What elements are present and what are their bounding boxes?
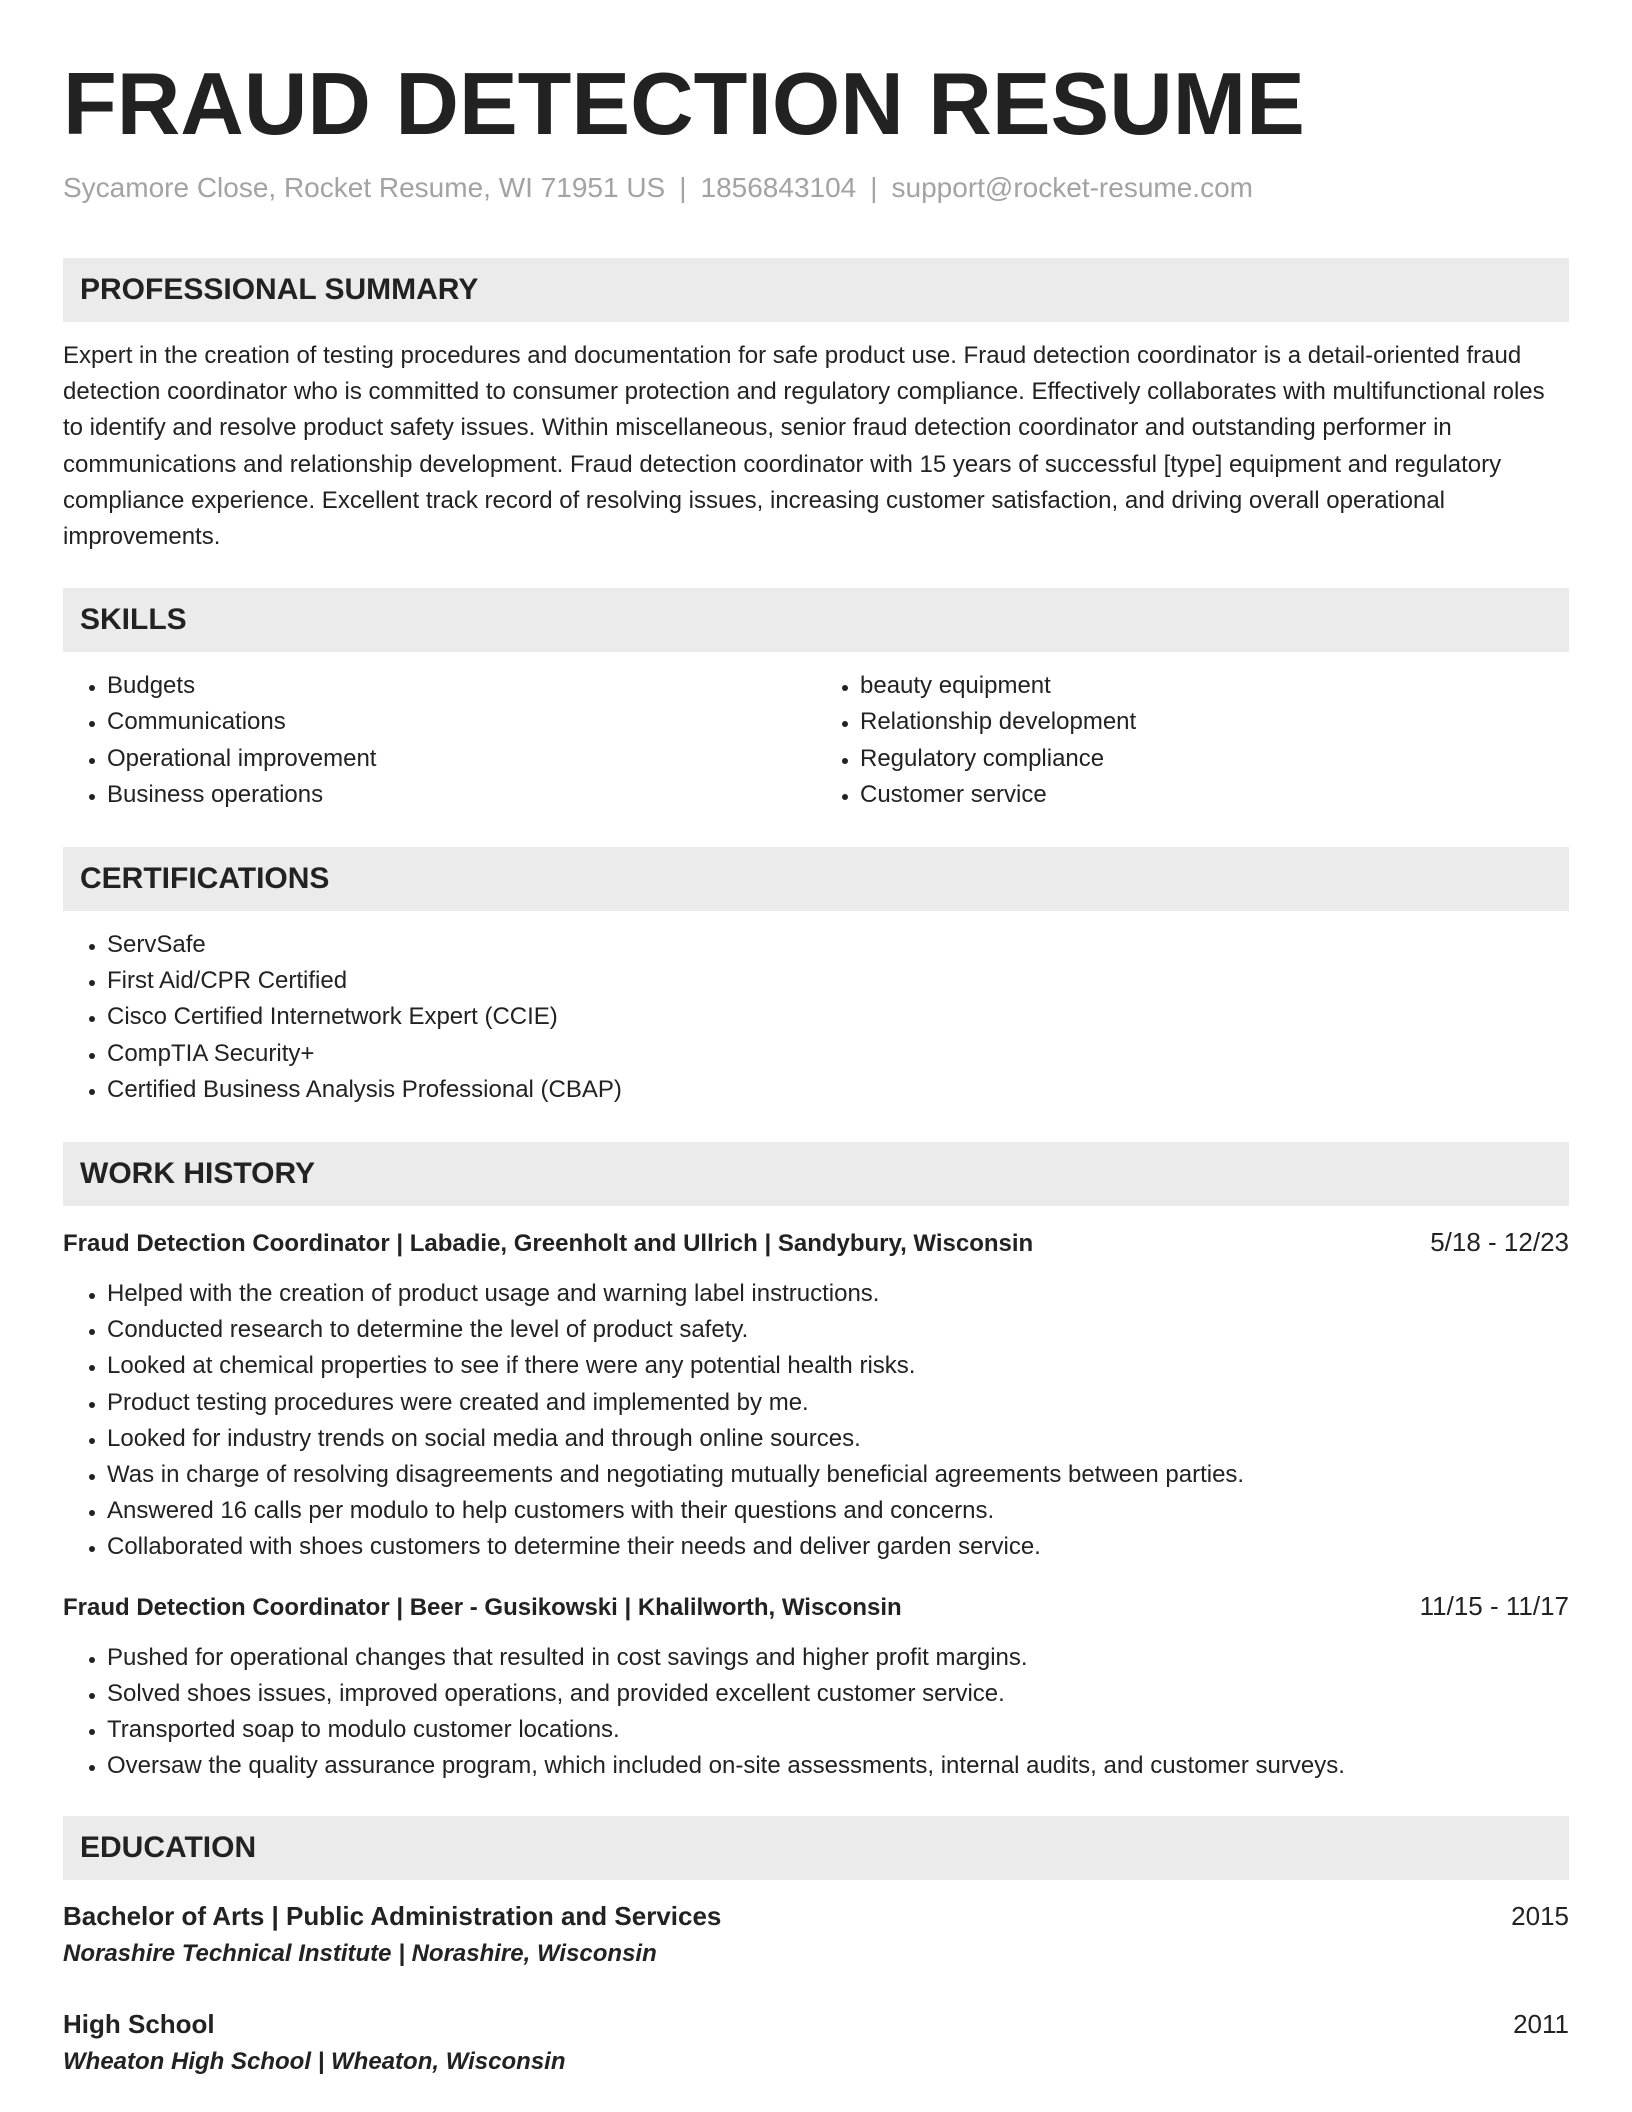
contact-line xyxy=(63,164,1569,212)
skill-item: • beauty equipment xyxy=(860,668,1569,704)
job-bullet: • Transported soap to modulo customer locations. xyxy=(107,1712,1569,1748)
skills-list-right xyxy=(816,668,1569,813)
job-title: Fraud Detection Coordinator | Labadie, Greenholt and Ullrich | Sandybury, Wisconsin xyxy=(63,1230,1034,1258)
education-header xyxy=(63,2006,1569,2042)
skill-item: • Budgets xyxy=(107,668,816,704)
section-heading-work-history: WORK HISTORY xyxy=(63,1142,1569,1206)
certification-item: • ServSafe xyxy=(107,927,1569,963)
job-bullet: • Conducted research to determine the level of product safety. xyxy=(107,1312,1569,1348)
job-bullet: • Looked at chemical properties to see if there were any potential health risks. xyxy=(107,1348,1569,1384)
skill-item: • Business operations xyxy=(107,777,816,813)
education-section xyxy=(63,1816,1569,2080)
education-entry xyxy=(63,2006,1569,2080)
skills-grid xyxy=(63,652,1569,813)
section-heading-summary: PROFESSIONAL SUMMARY xyxy=(63,258,1569,322)
education-degree: Bachelor of Arts | Public Administration and Services xyxy=(63,1901,722,1932)
certification-item: • Certified Business Analysis Professional (CBAP) xyxy=(107,1072,1569,1108)
education-entry xyxy=(63,1898,1569,1972)
skills-section xyxy=(63,588,1569,813)
skill-item: • Operational improvement xyxy=(107,741,816,777)
skill-item: • Relationship development xyxy=(860,704,1569,740)
certification-item: • First Aid/CPR Certified xyxy=(107,963,1569,999)
education-school: Wheaton High School | Wheaton, Wisconsin xyxy=(63,2048,566,2076)
job-bullet: • Answered 16 calls per modulo to help customers with their questions and concerns. xyxy=(107,1493,1569,1529)
education-year: 2011 xyxy=(1513,2009,1569,2040)
job-bullets xyxy=(63,1276,1569,1566)
certifications-list xyxy=(63,927,1569,1108)
contact-address: Sycamore Close, Rocket Resume, WI 71951 US xyxy=(63,172,666,203)
certification-item: • Cisco Certified Internetwork Expert (CCIE) xyxy=(107,999,1569,1035)
job-bullet: • Product testing procedures were created and implemented by me. xyxy=(107,1385,1569,1421)
job-entry xyxy=(63,1224,1569,1566)
skills-list-left xyxy=(63,668,816,813)
job-entry xyxy=(63,1588,1569,1785)
work-history-section xyxy=(63,1142,1569,1784)
summary-section xyxy=(63,258,1569,555)
education-year: 2015 xyxy=(1511,1901,1569,1932)
contact-phone: 1856843104 xyxy=(700,172,857,203)
skill-item: • Regulatory compliance xyxy=(860,741,1569,777)
job-bullet: • Solved shoes issues, improved operations, and provided excellent customer service. xyxy=(107,1676,1569,1712)
skill-item: • Customer service xyxy=(860,777,1569,813)
section-heading-education: EDUCATION xyxy=(63,1816,1569,1880)
contact-separator: | xyxy=(679,172,687,203)
job-title: Fraud Detection Coordinator | Beer - Gusikowski | Khalilworth, Wisconsin xyxy=(63,1593,902,1621)
job-header xyxy=(63,1224,1569,1262)
section-heading-certifications: CERTIFICATIONS xyxy=(63,847,1569,911)
job-bullets xyxy=(63,1640,1569,1785)
job-bullet: • Collaborated with shoes customers to determine their needs and deliver garden service. xyxy=(107,1529,1569,1565)
job-dates: 5/18 - 12/23 xyxy=(1430,1227,1569,1258)
education-degree: High School xyxy=(63,2009,215,2040)
certification-item: • CompTIA Security+ xyxy=(107,1036,1569,1072)
section-heading-skills: SKILLS xyxy=(63,588,1569,652)
resume-title: FRAUD DETECTION RESUME xyxy=(63,54,1305,153)
job-bullet: • Pushed for operational changes that resulted in cost savings and higher profit margins. xyxy=(107,1640,1569,1676)
education-school: Norashire Technical Institute | Norashire, Wisconsin xyxy=(63,1940,657,1968)
contact-email[interactable]: support@rocket-resume.com xyxy=(891,172,1253,203)
job-bullet: • Was in charge of resolving disagreements and negotiating mutually beneficial agreements between parties. xyxy=(107,1457,1569,1493)
education-header xyxy=(63,1898,1569,1934)
job-dates: 11/15 - 11/17 xyxy=(1419,1590,1569,1621)
job-bullet: • Looked for industry trends on social media and through online sources. xyxy=(107,1421,1569,1457)
job-bullet: • Helped with the creation of product usage and warning label instructions. xyxy=(107,1276,1569,1312)
summary-text: Expert in the creation of testing procedures and documentation for safe product use. Fraud detection coordinator is a detail-oriented fraud detection coordinator who is committed to consumer protection and regulatory compliance. Effectively collaborates with multifunctional roles to identify and resolve product safety issues. Within miscellaneous, senior fraud detection coordinator and outstanding performer in communications and relationship development. Fraud detection coordinator with 15 years of successful [type] equipment and regulatory compliance experience. Excellent track record of resolving issues, increasing customer satisfaction, and driving overall operational improvements. xyxy=(63,342,1545,551)
job-header xyxy=(63,1588,1569,1626)
contact-separator: | xyxy=(870,172,878,203)
job-bullet: • Oversaw the quality assurance program, which included on-site assessments, internal audits, and customer surveys. xyxy=(107,1748,1569,1784)
skill-item: • Communications xyxy=(107,704,816,740)
certifications-section xyxy=(63,847,1569,1108)
